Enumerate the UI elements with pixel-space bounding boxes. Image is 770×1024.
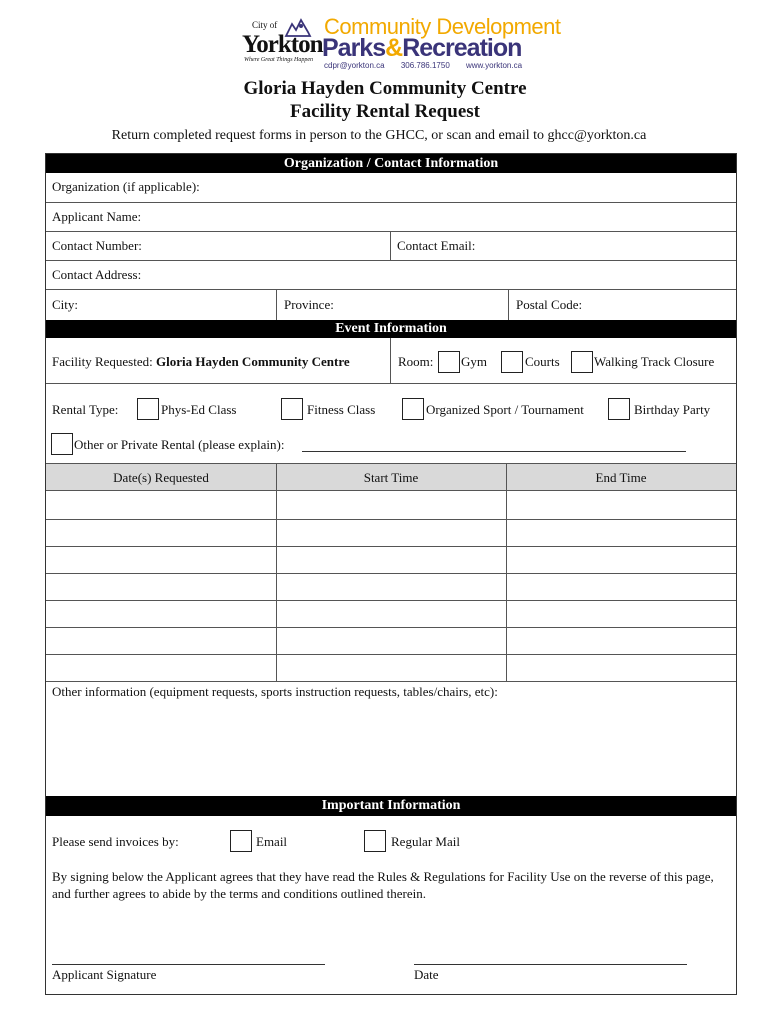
- agreement-text: By signing below the Applicant agrees that they have read the Rules & Regulations for Facility Use on the reverse of this page, and further agrees to abide by the terms and conditions outlined therein.: [52, 869, 714, 901]
- instructions: Return completed request forms in person to the GHCC, or scan and email to ghcc@yorkton.ca: [111, 128, 647, 143]
- header-logo: [238, 14, 561, 72]
- facility-requested: Facility Requested: Gloria Hayden Community Centre: [52, 354, 350, 369]
- parks-recreation-title: Parks&Recreation: [322, 34, 522, 62]
- courts-checkbox[interactable]: [501, 351, 523, 373]
- organization-label: Organization (if applicable):: [52, 179, 200, 194]
- section-header-contact: Organization / Contact Information: [46, 154, 736, 173]
- rental-type-label: Rental Type:: [52, 402, 119, 417]
- signature-label: Applicant Signature: [52, 967, 157, 982]
- facility-row: [46, 338, 736, 384]
- walking-track-label: Walking Track Closure: [594, 354, 715, 369]
- birthday-party-label: Birthday Party: [634, 402, 711, 417]
- column-header-start: Start Time: [363, 470, 419, 485]
- section-header-event: Event Information: [46, 320, 736, 338]
- yorkton-wordmark: Yorkton: [242, 31, 323, 58]
- invoice-mail-label: Regular Mail: [391, 834, 460, 849]
- table-row[interactable]: [46, 654, 736, 655]
- page-title: Gloria Hayden Community Centre: [243, 78, 527, 99]
- contact-address-label: Contact Address:: [52, 267, 142, 282]
- gym-checkbox[interactable]: [438, 351, 460, 373]
- community-development-title: Community Development: [324, 14, 561, 39]
- contact-address-field[interactable]: [46, 261, 736, 290]
- table-row[interactable]: [46, 519, 736, 520]
- walking-track-checkbox[interactable]: [571, 351, 593, 373]
- applicant-name-label: Applicant Name:: [52, 209, 142, 224]
- city-of-label: City of: [252, 20, 278, 30]
- applicant-name-field[interactable]: [46, 203, 736, 232]
- room-label: Room:: [398, 354, 434, 369]
- invoice-mail-checkbox[interactable]: [364, 830, 386, 852]
- birthday-party-checkbox[interactable]: [608, 398, 630, 420]
- invoice-label: Please send invoices by:: [52, 834, 179, 849]
- city-label: City:: [52, 297, 79, 312]
- phys-ed-label: Phys-Ed Class: [161, 402, 237, 417]
- other-rental-checkbox[interactable]: [51, 433, 73, 455]
- table-row[interactable]: [46, 546, 736, 547]
- rental-form: [45, 153, 737, 995]
- invoice-email-checkbox[interactable]: [230, 830, 252, 852]
- other-rental-label: Other or Private Rental (please explain):: [74, 437, 285, 452]
- header-contact-line: cdpr@yorkton.ca 306.786.1750 www.yorkton.ca: [324, 61, 523, 70]
- other-rental-input[interactable]: [302, 451, 686, 452]
- courts-label: Courts: [525, 354, 560, 369]
- fitness-class-label: Fitness Class: [307, 402, 376, 417]
- contact-number-label: Contact Number:: [52, 238, 142, 253]
- page-subtitle: Facility Rental Request: [290, 101, 480, 122]
- organized-sport-label: Organized Sport / Tournament: [426, 402, 584, 417]
- schedule-table: [46, 463, 736, 682]
- province-label: Province:: [284, 297, 334, 312]
- other-info-field[interactable]: [46, 702, 736, 796]
- tagline: Where Great Things Happen: [244, 57, 314, 63]
- organization-field[interactable]: [46, 173, 736, 203]
- signature-line[interactable]: [52, 964, 325, 965]
- date-label: Date: [414, 967, 439, 982]
- phys-ed-checkbox[interactable]: [137, 398, 159, 420]
- postal-code-label: Postal Code:: [516, 297, 583, 312]
- table-row[interactable]: [46, 627, 736, 628]
- organized-sport-checkbox[interactable]: [402, 398, 424, 420]
- contact-email-label: Contact Email:: [397, 238, 476, 253]
- table-row[interactable]: [46, 573, 736, 574]
- invoice-email-label: Email: [256, 834, 288, 849]
- date-line[interactable]: [414, 964, 687, 965]
- column-header-end: End Time: [595, 470, 647, 485]
- contact-row: [46, 232, 736, 261]
- gym-label: Gym: [461, 354, 487, 369]
- column-header-dates: Date(s) Requested: [113, 470, 209, 485]
- section-header-important: Important Information: [46, 796, 736, 816]
- other-info-label: Other information (equipment requests, sports instruction requests, tables/chairs, etc):: [52, 684, 498, 699]
- table-row[interactable]: [46, 600, 736, 601]
- city-row: [46, 290, 736, 320]
- fitness-class-checkbox[interactable]: [281, 398, 303, 420]
